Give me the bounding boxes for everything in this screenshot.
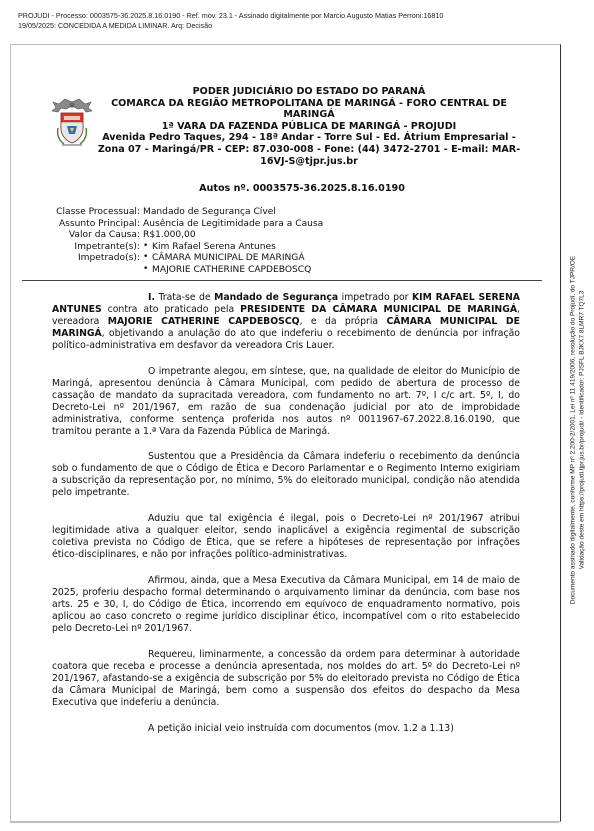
text-run: , objetivando a anulação do ato que indeferiu o recebimento de denúncia por infração político-administrativa em desfavor da vereadora Cris Lauer. xyxy=(52,327,520,351)
page-bottom-edge xyxy=(10,822,559,823)
case-metadata xyxy=(22,207,542,276)
impetrados-list xyxy=(140,253,311,276)
side-stamp-line-1: Documento assinado digitalmente, conforme MP nº 2.200-2/2001, Lei nº 11.419/2006, resolução do Projudi, do TJPR/OE xyxy=(569,255,577,605)
header-line-1: PODER JUDICIÁRIO DO ESTADO DO PARANÁ xyxy=(192,86,426,97)
classe-label: Classe Processual: xyxy=(56,207,140,217)
paragraph-6: Requereu, liminarmente, a concessão da ordem para determinar à autoridade coatora que receba e processe a denúncia apresentada, nos moldes do art. 5º do Decreto-Lei nº 201/1967, afastando-se a exigência de subscrição por 5% do eleitorado prevista no Código de Ética da Câmara Municipal de Maringá, bem como a suspensão dos efeitos do despacho da Mesa Executiva que indeferiu a denúncia. xyxy=(52,648,520,708)
paragraph-2: O impetrante alegou, em síntese, que, na qualidade de eleitor do Município de Maringá, apresentou denúncia à Câmara Municipal, com pedido de abertura de processo de cassação de mandato da supracitada vereadora, com fundamento no art. 7º, I c/c art. 5º, I, do Decreto-Lei nº 201/1967, em razão de sua condenação judicial por ato de improbidade administrativa, conforme sentença proferida nos autos nº 0011967-67.2022.8.16.0190, que tramitou perante a 1.ª Vara da Fazenda Pública de Maringá. xyxy=(52,365,520,437)
meta-row-impetrantes xyxy=(22,242,542,254)
valor-value: R$1.000,00 xyxy=(143,230,196,240)
text-run: Trata-se de xyxy=(155,292,215,303)
text-run: , e da própria xyxy=(299,315,387,327)
impetrados-label: Impetrado(s): xyxy=(77,253,140,263)
valor-label: Valor da Causa: xyxy=(68,230,140,240)
stamp-line-1: PROJUDI - Processo: 0003575-36.2025.8.16.0190 - Ref. mov. 23.1 - Assinado digitalmente por Marcio Augusto Matias Perroni:16810 xyxy=(18,11,444,20)
list-item: • CÂMARA MUNICIPAL DE MARINGÁ xyxy=(143,253,311,265)
meta-row-valor xyxy=(22,230,542,242)
classe-value: Mandado de Segurança Cível xyxy=(143,207,276,217)
text-run-bold: KIM RAFAEL SERENA ANTUNES xyxy=(52,292,520,315)
side-stamp-line-2: Validação deste em https://projudi.tjpr.jus.br/projudi/ - Identificador: PJSFL BJKX7 8LMR7 TQ7L3 xyxy=(578,290,586,570)
stamp-line-2: 19/05/2025: CONCEDIDA A MEDIDA LIMINAR. Arq: Decisão xyxy=(18,21,213,30)
list-item: • MAJORIE CATHERINE CAPDEBOSCQ xyxy=(143,265,311,277)
header-line-3: 1ª VARA DA FAZENDA PÚBLICA DE MARINGÁ - PROJUDI xyxy=(161,120,457,132)
meta-row-impetrados xyxy=(22,253,542,276)
text-run: impetrado por xyxy=(338,292,412,303)
impetrantes-label: Impetrante(s): xyxy=(74,241,140,252)
header-address: Avenida Pedro Taques, 294 - 18ª Andar - Torre Sul - Ed. Átrium Empresarial - Zona 07 - Maringá/PR - CEP: 87.030-008 - Fone: (44) 3472-2701 - E-mail: MAR-16VJ-S@tjpr.jus.br xyxy=(97,132,521,167)
meta-row-assunto xyxy=(22,219,542,231)
assunto-value: Ausência de Legitimidade para a Causa xyxy=(143,218,324,229)
list-item: • Kim Rafael Serena Antunes xyxy=(143,242,276,254)
paragraph-7: A petição inicial veio instruída com documentos (mov. 1.2 a 1.13) xyxy=(148,722,454,734)
assunto-label: Assunto Principal: xyxy=(58,218,140,229)
paragraph-5: Afirmou, ainda, que a Mesa Executiva da Câmara Municipal, em 14 de maio de 2025, proferiu despacho formal determinando o arquivamento liminar da denúncia, com base nos arts. 25 e 30, I, do Código de Ética, incorrendo em equívoco de enquadramento normativo, pois aplicou ao caso concreto o regime jurídico disciplinar ético, incompatível com o rito estabelecido pelo Decreto-Lei nº 201/1967. xyxy=(52,575,520,634)
header-line-2: COMARCA DA REGIÃO METROPOLITANA DE MARINGÁ - FORO CENTRAL DE MARINGÁ xyxy=(111,97,507,121)
parana-coat-of-arms-icon xyxy=(50,98,94,148)
court-header xyxy=(96,86,522,167)
text-run: contra ato praticado pela xyxy=(101,303,241,315)
meta-row-classe xyxy=(22,207,542,219)
text-run-bold: PRESIDENTE DA CÂMARA MUNICIPAL DE MARINGÁ xyxy=(240,303,518,315)
text-run-bold: Mandado de Segurança xyxy=(214,292,339,303)
case-number: Autos nº. 0003575-36.2025.8.16.0190 xyxy=(199,183,405,194)
paragraph-1 xyxy=(52,292,520,352)
paragraph-4: Aduziu que tal exigência é ilegal, pois o Decreto-Lei nº 201/1967 atribui legitimidade ativa a qualquer eleitor, sendo inaplicável a exigência regimental de subscrição coletiva prevista no Código de Ética, que se refere a hipóteses de representação por infrações ético-disciplinares, e não por infrações político-administrativas. xyxy=(52,513,520,561)
validation-side-stamp xyxy=(567,40,587,820)
text-run-bold: CÂMARA MUNICIPAL DE MARINGÁ xyxy=(52,315,520,339)
impetrantes-list xyxy=(140,242,276,254)
text-run: , vereadora xyxy=(52,303,520,327)
digital-signature-stamp xyxy=(18,11,538,31)
decision-body xyxy=(52,292,520,749)
divider xyxy=(22,280,542,281)
section-number: I. xyxy=(148,292,155,303)
paragraph-3: Sustentou que a Presidência da Câmara indeferiu o recebimento da denúncia sob o fundamento de que o Código de Ética e Decoro Parlamentar e o Regimento Interno exigiriam a subscrição da representação por, no mínimo, 5% do eleitorado municipal, condição não atendida pelo impetrante. xyxy=(52,451,520,499)
text-run-bold: MAJORIE CATHERINE CAPDEBOSCQ xyxy=(107,315,300,327)
